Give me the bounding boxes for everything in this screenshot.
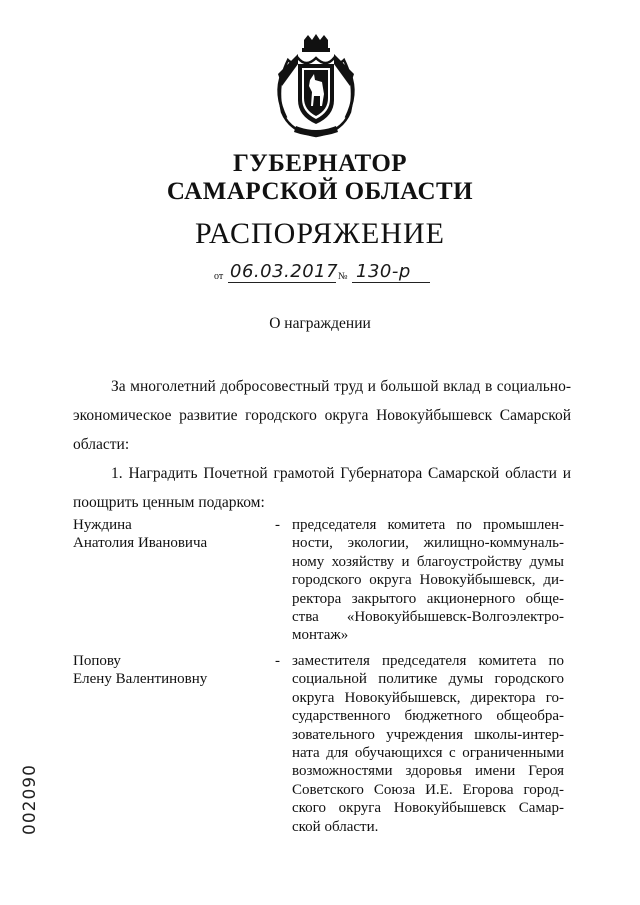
date-underline	[228, 282, 336, 283]
awardee-2-description: заместителя председателя комитета по социальной политике думы городского округа Новокуйбышевск, директора го- сударственного бюджетного общеобра- зовательного учреждения школы-интер- ната для обучающихся с ограниченными возможностями здоровья имени Героя Советского Союза И.Е. Егорова город- ского округа Новокуйбышевск Самар- ской области.	[292, 653, 564, 835]
awardee-1-description: председателя комитета по промышлен- ности, экологии, жилищно-коммуналь- ному хозяйству и благоустройству думы городского округа Новокуйбышевск, ди- ректора закрытого акционерного обще- ства «Новокуйбышевск-Волгоэлектро- монтаж»	[292, 517, 564, 644]
number-underline	[352, 282, 430, 283]
item-1-line: 1. Наградить Почетной грамотой Губернатора Самарской области и	[111, 465, 571, 482]
handwritten-number: 130-р	[356, 261, 411, 282]
item-1-line: поощрить ценным подарком:	[73, 494, 265, 511]
header-governor: ГУБЕРНАТОР	[232, 150, 408, 177]
awardee-2-name: Попову Елену Валентиновну	[73, 653, 208, 687]
subject-line: О награждении	[269, 315, 371, 332]
preamble-line: За многолетний добросовестный труд и большой вклад в социально-	[111, 378, 571, 395]
handwritten-date: 06.03.2017	[230, 261, 339, 282]
coat-of-arms-emblem	[268, 34, 364, 138]
registration-stamp-number: 002090	[20, 764, 40, 835]
date-number-line	[214, 260, 434, 286]
from-label: от	[214, 271, 224, 282]
document-type-title: РАСПОРЯЖЕНИЕ	[194, 217, 446, 250]
item-1-paragraph	[73, 459, 571, 517]
awardee-2-dash: -	[275, 653, 280, 669]
preamble-line: экономическое развитие городского округа Новокуйбышевск Самарской	[73, 407, 571, 424]
awardee-1-dash: -	[275, 517, 280, 533]
header-region: САМАРСКОЙ ОБЛАСТИ	[166, 178, 474, 205]
awardee-1-name: Нуждина Анатолия Ивановича	[73, 517, 208, 551]
number-label: №	[338, 271, 348, 282]
preamble-paragraph	[73, 372, 571, 459]
preamble-line: области:	[73, 436, 130, 453]
